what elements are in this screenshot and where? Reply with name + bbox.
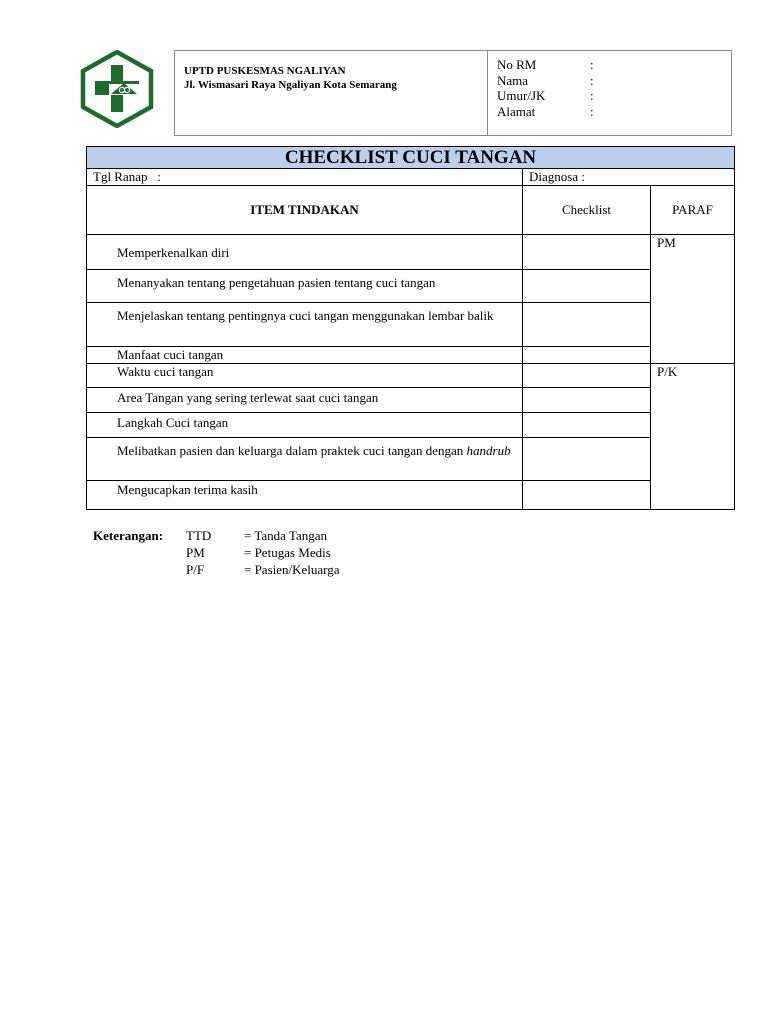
org-name: UPTD PUSKESMAS NGALIYAN	[184, 65, 346, 77]
field-label: Nama	[497, 72, 529, 88]
header-org-section	[175, 51, 488, 135]
checklist-cell[interactable]	[523, 303, 651, 347]
col-header-item: ITEM TINDAKAN	[87, 186, 523, 235]
notes-title: Keterangan:	[93, 528, 164, 543]
note-desc: = Pasien/Keluarga	[244, 562, 340, 577]
puskesmas-logo-icon	[80, 50, 154, 128]
item-row-text: Menjelaskan tentang pentingnya cuci tangan menggunakan lembar balik	[87, 303, 523, 347]
item-row-text: Menanyakan tentang pengetahuan pasien tentang cuci tangan	[87, 270, 523, 303]
note-code: TTD	[186, 528, 212, 543]
item-row-text: Waktu cuci tangan	[87, 364, 523, 388]
diagnosa-field[interactable]: Diagnosa :	[523, 169, 735, 186]
field-colon: :	[590, 103, 594, 119]
item-row-text: Langkah Cuci tangan	[87, 413, 523, 438]
patient-field-nama	[497, 73, 717, 89]
item-row-text: Memperkenalkan diri	[87, 235, 523, 270]
checklist-table	[86, 146, 735, 510]
field-label: No RM	[497, 57, 537, 72]
tgl-ranap-field[interactable]: Tgl Ranap :	[87, 169, 523, 186]
note-code: P/F	[186, 562, 205, 577]
field-colon: :	[590, 72, 594, 88]
checklist-cell[interactable]	[523, 438, 651, 481]
checklist-cell[interactable]	[523, 481, 651, 510]
item-row-text: Manfaat cuci tangan	[87, 347, 523, 364]
checklist-cell[interactable]	[523, 347, 651, 364]
paraf-cell-pk[interactable]: P/K	[651, 364, 735, 510]
field-label: Umur/JK	[497, 88, 546, 103]
header-box	[174, 50, 732, 136]
checklist-cell[interactable]	[523, 413, 651, 438]
checklist-cell[interactable]	[523, 364, 651, 388]
italic-term: handrub	[466, 443, 511, 458]
note-code: PM	[186, 545, 205, 560]
item-row-text: Melibatkan pasien dan keluarga dalam praktek cuci tangan dengan handrub	[87, 438, 523, 481]
field-colon: :	[590, 57, 594, 72]
field-colon: :	[590, 88, 594, 103]
patient-field-alamat	[497, 104, 717, 120]
checklist-cell[interactable]	[523, 388, 651, 413]
item-row-text: Area Tangan yang sering terlewat saat cuci tangan	[87, 388, 523, 413]
paraf-cell-pm[interactable]: PM	[651, 235, 735, 364]
col-header-checklist: Checklist	[523, 186, 651, 235]
col-header-paraf: PARAF	[651, 186, 735, 235]
org-address: Jl. Wismasari Raya Ngaliyan Kota Semarang	[184, 79, 397, 91]
checklist-cell[interactable]	[523, 235, 651, 270]
field-label: Alamat	[497, 103, 536, 119]
patient-field-no-rm	[497, 57, 717, 73]
form-title: CHECKLIST CUCI TANGAN	[87, 147, 735, 169]
checklist-cell[interactable]	[523, 270, 651, 303]
patient-field-umur	[497, 88, 717, 104]
item-row-text: Mengucapkan terima kasih	[87, 481, 523, 510]
patient-info	[497, 57, 717, 119]
note-desc: = Petugas Medis	[244, 545, 331, 560]
note-desc: = Tanda Tangan	[244, 528, 328, 543]
